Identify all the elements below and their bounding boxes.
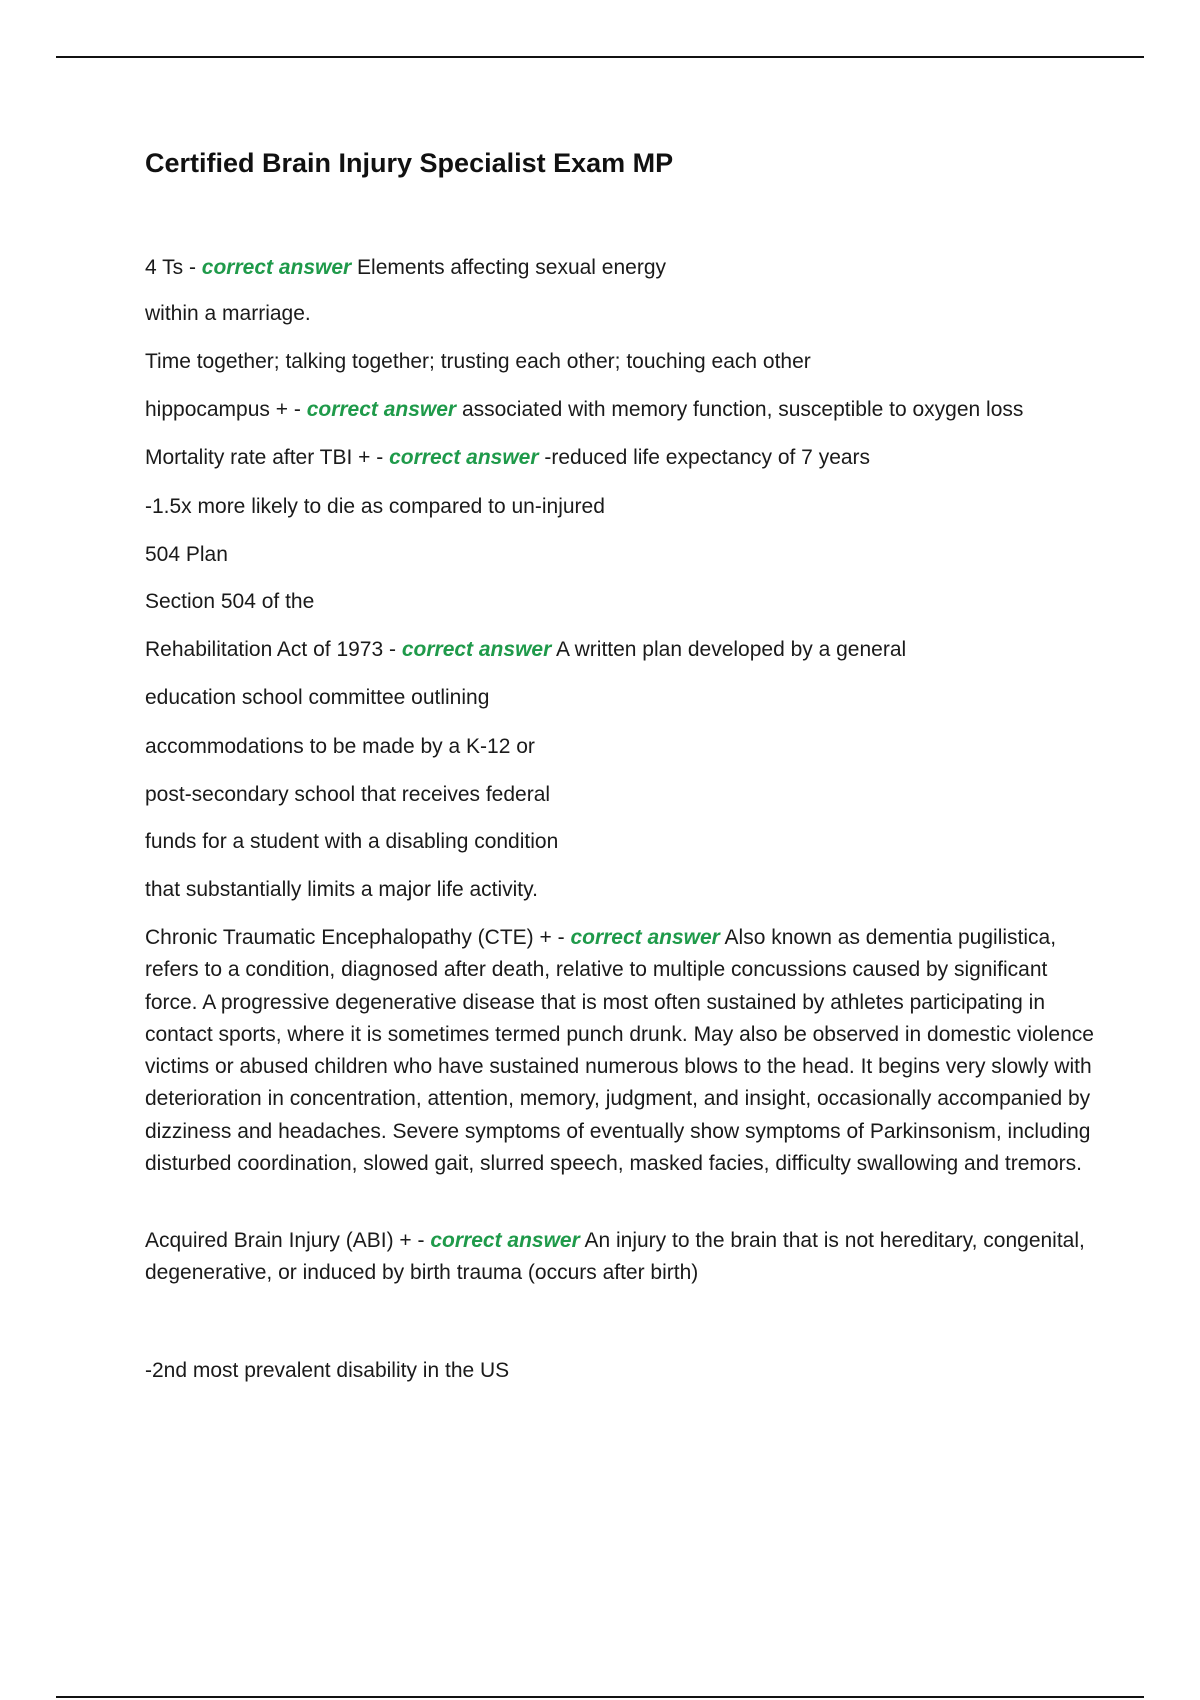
correct-answer-label: correct answer <box>430 1229 580 1252</box>
correct-answer-label: correct answer <box>306 398 457 421</box>
question-abi: Acquired Brain Injury (ABI) + - <box>145 1229 431 1252</box>
question-mortality: Mortality rate after TBI + - <box>145 446 390 469</box>
question-504-line1: 504 Plan <box>145 543 228 566</box>
entry-504-line <box>145 638 906 662</box>
correct-answer-label: correct answer <box>570 926 720 949</box>
answer-cte: Also known as dementia pugilistica, refers to a condition, diagnosed after death, relative to multiple concussions caused by significant force. A progressive degenerative disease that is most often sustained by athletes participating in contact sports, where it is sometimes termed punch drunk. May also be observed in domestic violence victims or abused children who have sustained numerous blows to the head. It begins very slowly with deterioration in concentration, attention, memory, judgment, and insight, occasionally accompanied by dizziness and headaches. Severe symptoms of eventually show symptoms of Parkinsonism, including disturbed coordination, slowed gait, slurred speech, masked facies, difficulty swallowing and tremors. <box>145 926 1094 1176</box>
answer-mortality: -reduced life expectancy of 7 years <box>538 446 871 469</box>
answer-504: A written plan developed by a general <box>551 638 907 661</box>
top-rule <box>56 56 1144 58</box>
question-504-line2: Section 504 of the <box>145 590 315 613</box>
answer-504-cont: post-secondary school that receives federal <box>145 783 551 806</box>
correct-answer-label: correct answer <box>201 256 352 279</box>
entry-hippocampus-line <box>145 398 1023 422</box>
answer-hippocampus: associated with memory function, susceptible to oxygen loss <box>456 398 1024 421</box>
answer-504-cont: education school committee outlining <box>145 686 490 709</box>
answer-504-cont: accommodations to be made by a K-12 or <box>145 735 535 758</box>
answer-4ts-cont: within a marriage. <box>145 302 311 325</box>
question-hippocampus: hippocampus + - <box>145 398 307 421</box>
correct-answer-label: correct answer <box>389 446 539 469</box>
answer-abi-cont: -2nd most prevalent disability in the US <box>145 1359 510 1382</box>
answer-504-cont: that substantially limits a major life activity. <box>145 878 538 901</box>
page-title: Certified Brain Injury Specialist Exam MP <box>145 148 674 178</box>
question-4ts: 4 Ts - <box>145 256 202 279</box>
answer-mortality-cont: -1.5x more likely to die as compared to un-injured <box>145 495 605 518</box>
entry-abi-paragraph <box>145 1225 1095 1290</box>
answer-504-cont: funds for a student with a disabling condition <box>145 830 559 853</box>
question-504-line3: Rehabilitation Act of 1973 - <box>145 638 402 661</box>
bottom-rule <box>56 1696 1144 1698</box>
answer-4ts: Elements affecting sexual energy <box>351 256 667 279</box>
answer-4ts-cont2: Time together; talking together; trusting each other; touching each other <box>145 350 811 373</box>
entry-4ts-line <box>145 256 666 280</box>
question-cte: Chronic Traumatic Encephalopathy (CTE) + - <box>145 926 571 949</box>
answer-abi: An injury to the brain that is not hereditary, congenital, degenerative, or induced by birth trauma (occurs after birth) <box>145 1229 1085 1285</box>
entry-cte-paragraph <box>145 922 1095 1180</box>
correct-answer-label: correct answer <box>401 638 552 661</box>
entry-mortality-line <box>145 446 870 470</box>
